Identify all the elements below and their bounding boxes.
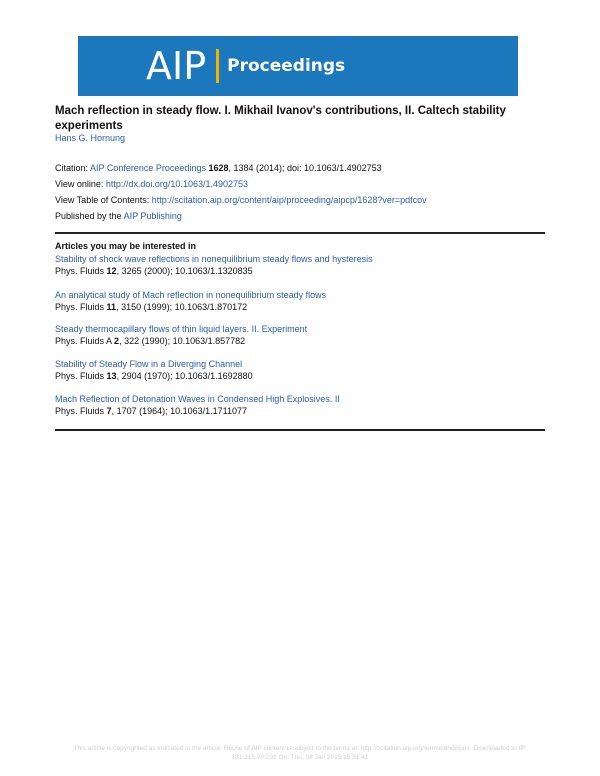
bottom-divider bbox=[55, 429, 545, 431]
related-article bbox=[55, 393, 340, 417]
citation-volume: 1628 bbox=[208, 163, 229, 173]
related-article-link[interactable]: Stability of shock wave reflections in nonequilibrium steady flows and hysteresis bbox=[55, 254, 373, 264]
author-link[interactable]: Hans G. Hornung bbox=[55, 133, 126, 143]
view-online-label: View online: bbox=[55, 179, 104, 189]
top-divider bbox=[55, 232, 545, 234]
related-article bbox=[55, 358, 253, 382]
publisher-line bbox=[55, 211, 182, 221]
related-article bbox=[55, 253, 373, 277]
related-article-ref: Phys. Fluids 7, 1707 (1964); 10.1063/1.1711077 bbox=[55, 406, 248, 416]
proceedings-wordmark: Proceedings bbox=[227, 55, 346, 76]
view-online-link[interactable]: http://dx.doi.org/10.1063/1.4902753 bbox=[105, 179, 249, 189]
citation-details: , 1384 (2014); doi: 10.1063/1.4902753 bbox=[228, 163, 382, 173]
citation-line bbox=[55, 163, 382, 173]
related-article-ref: Phys. Fluids 12, 3265 (2000); 10.1063/1.1320835 bbox=[55, 266, 253, 276]
publisher-link[interactable]: AIP Publishing bbox=[123, 211, 182, 221]
publisher-label: Published by the bbox=[55, 211, 122, 221]
related-article-ref: Phys. Fluids 13, 2904 (1970); 10.1063/1.1692880 bbox=[55, 371, 253, 381]
footer-line-1: This article is copyrighted as indicated in the article. Reuse of AIP content is subject to the terms at: http://scitation.aip.org/termsconditions. Downloaded to IP: bbox=[73, 745, 527, 752]
footer-line-2: 131.215.70.231 On: Thu, 08 Jan 2015 15:51:41 bbox=[231, 754, 369, 761]
related-article-link[interactable]: Steady thermocapillary flows of thin liquid layers. II. Experiment bbox=[55, 324, 308, 334]
aip-proceedings-banner[interactable] bbox=[78, 36, 518, 96]
related-article-link[interactable]: Mach Reflection of Detonation Waves in Condensed High Explosives. II bbox=[55, 394, 340, 404]
aip-logo: AIP bbox=[146, 44, 207, 88]
related-article bbox=[55, 289, 326, 313]
citation-label: Citation: bbox=[55, 163, 89, 173]
journal-link[interactable]: AIP Conference Proceedings bbox=[90, 163, 206, 173]
paper-title: Mach reflection in steady flow. I. Mikhail Ivanov's contributions, II. Caltech stability experiments bbox=[55, 105, 506, 132]
related-article-link[interactable]: Stability of Steady Flow in a Diverging Channel bbox=[55, 359, 243, 369]
toc-label: View Table of Contents: bbox=[55, 195, 150, 205]
toc-link[interactable]: http://scitation.aip.org/content/aip/proceeding/aipcp/1628?ver=pdfcov bbox=[151, 195, 427, 205]
related-articles-heading: Articles you may be interested in bbox=[55, 241, 197, 251]
toc-line bbox=[55, 195, 427, 205]
related-article-link[interactable]: An analytical study of Mach reflection in nonequilibrium steady flows bbox=[55, 290, 327, 300]
logo-divider-bar bbox=[216, 49, 219, 83]
related-article bbox=[55, 323, 307, 347]
related-article-ref: Phys. Fluids A 2, 322 (1990); 10.1063/1.857782 bbox=[55, 336, 246, 346]
copyright-footer bbox=[0, 744, 600, 762]
related-article-ref: Phys. Fluids 11, 3150 (1999); 10.1063/1.870172 bbox=[55, 302, 248, 312]
view-online-line bbox=[55, 179, 248, 189]
